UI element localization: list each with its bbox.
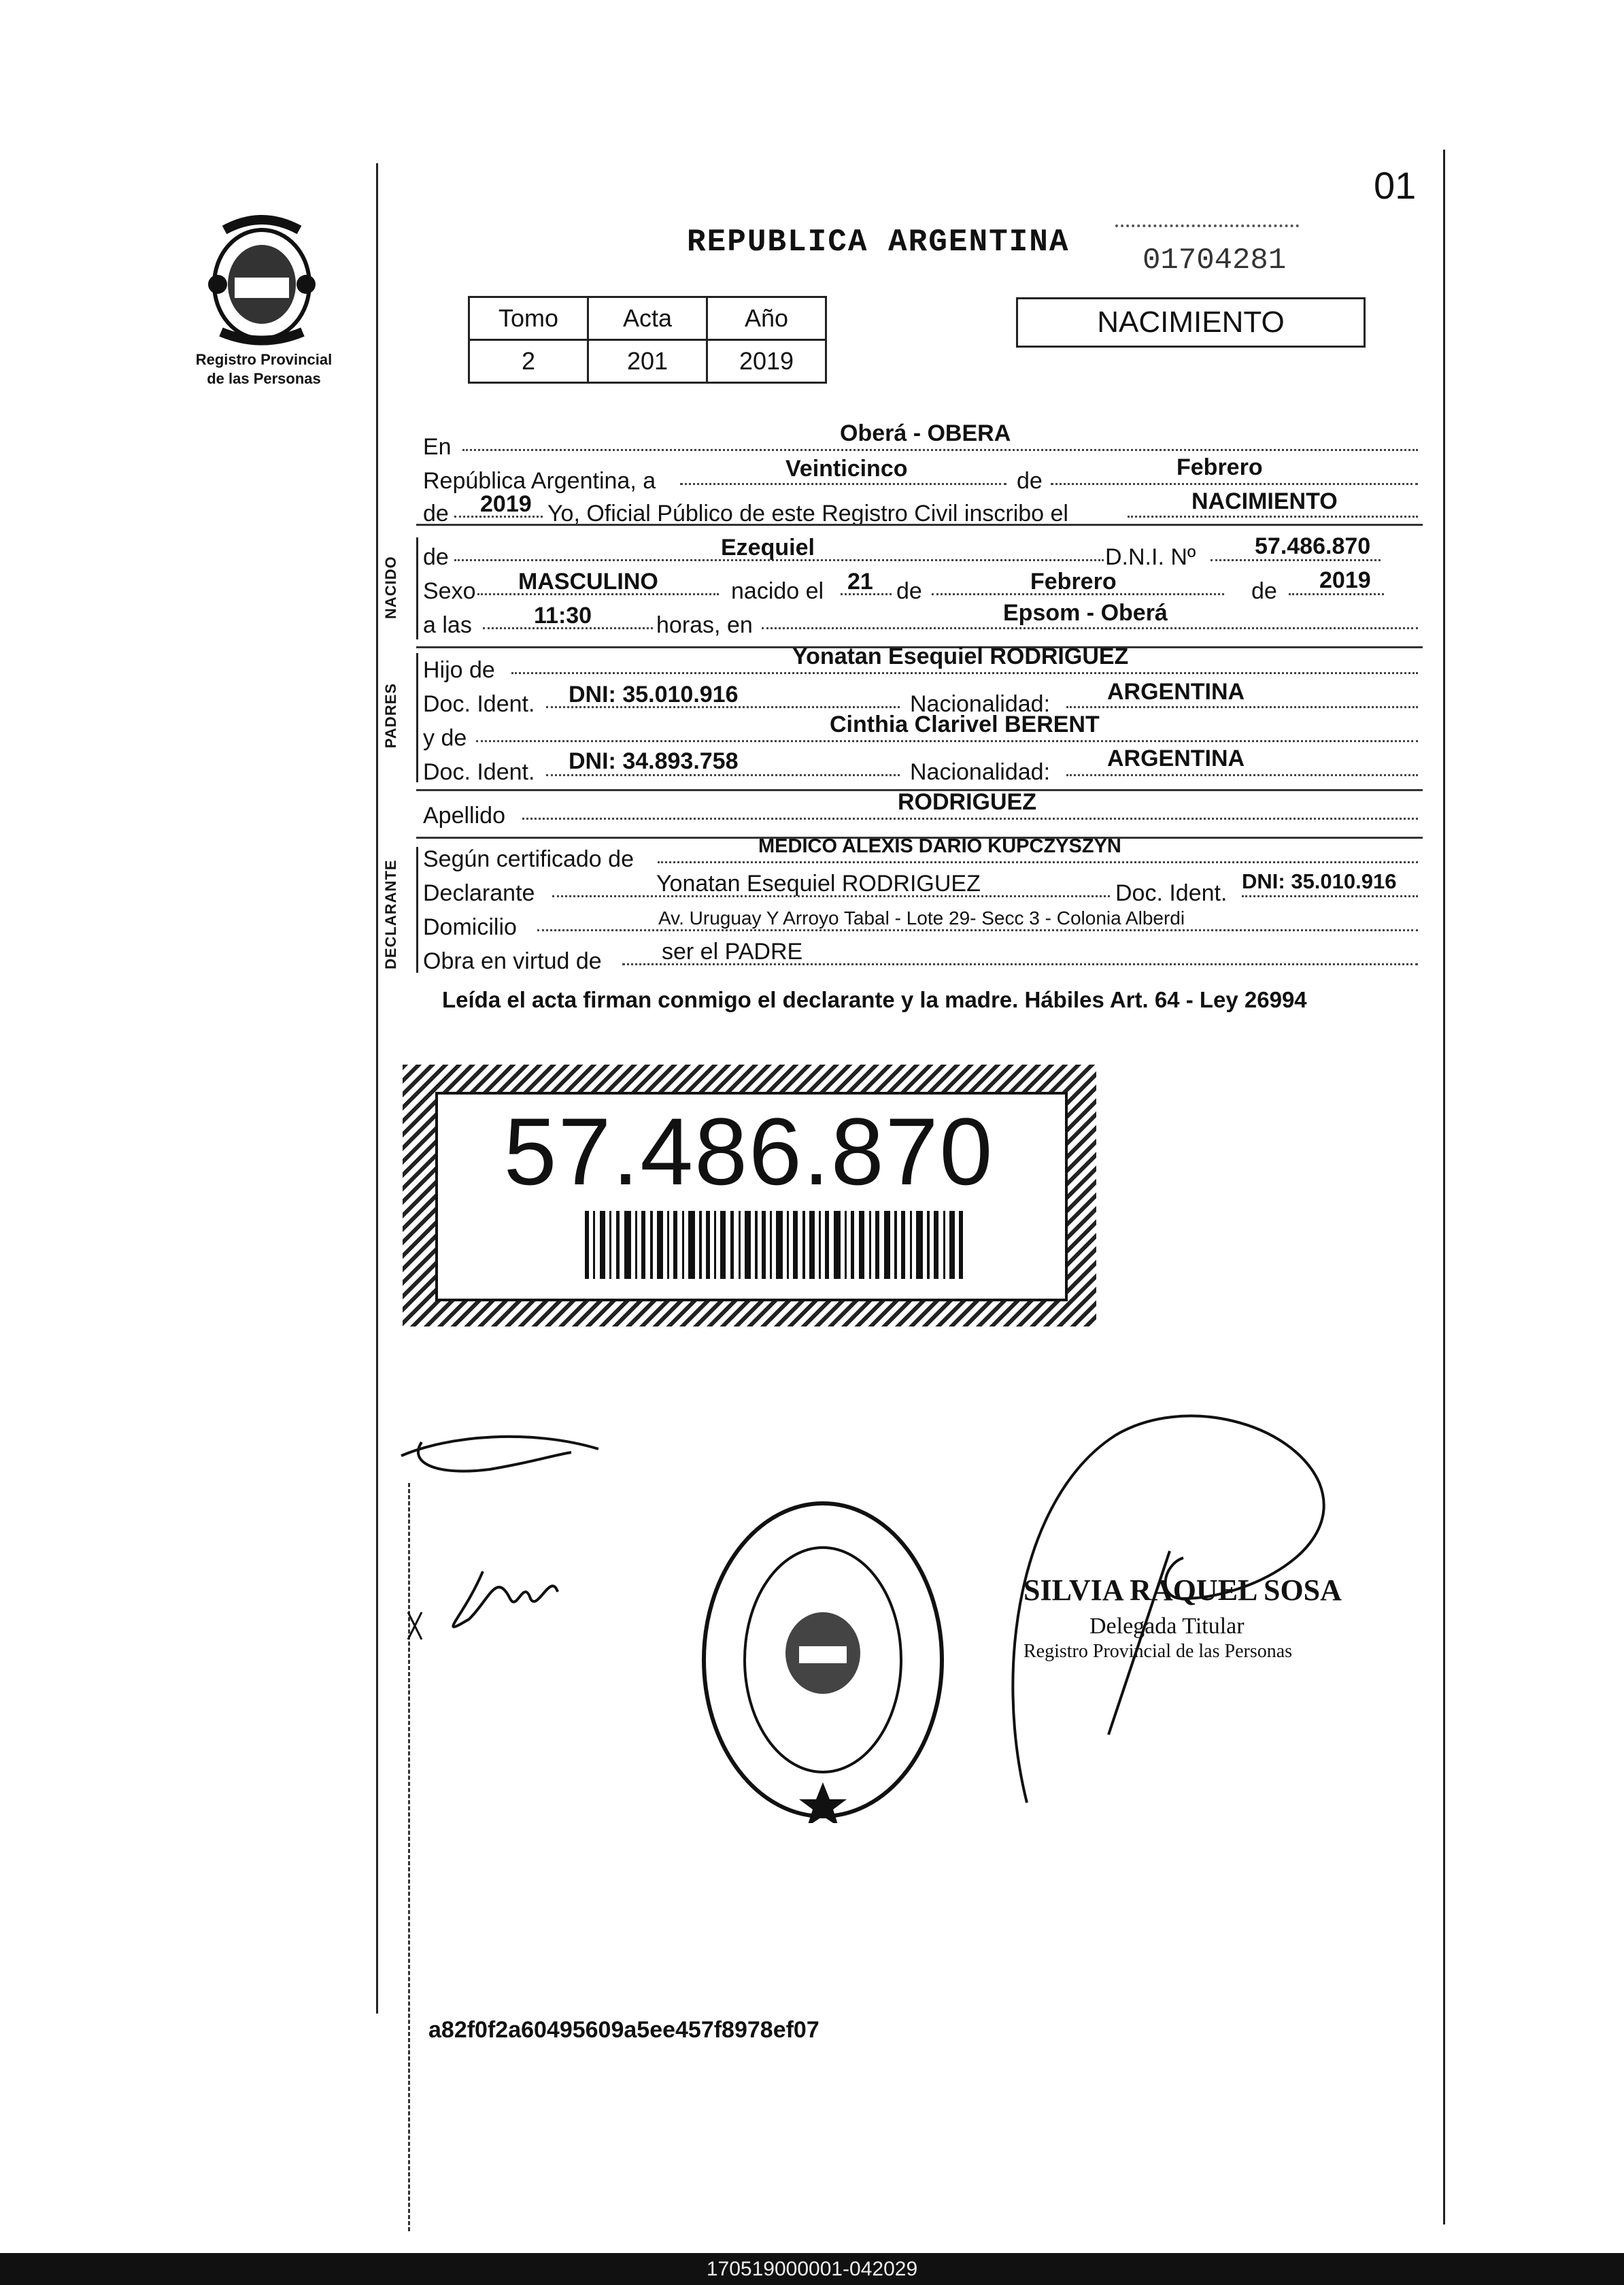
father-name: Yonatan Esequiel RODRIGUEZ bbox=[792, 644, 1129, 669]
obra-label: Obra en virtud de bbox=[423, 948, 602, 974]
serial-stamp-bar bbox=[1115, 224, 1299, 233]
declarante-label: Declarante bbox=[423, 880, 535, 906]
yo-text: Yo, Oficial Público de este Registro Civil inscribo el bbox=[547, 501, 1068, 527]
mother-nationality: ARGENTINA bbox=[1107, 746, 1245, 771]
leida-text: Leída el acta firman conmigo el declarante y la madre. Hábiles Art. 64 - Ley 26994 bbox=[442, 987, 1307, 1012]
tomo-acta-ano-table bbox=[468, 296, 827, 384]
document-hash: a82f0f2a60495609a5ee457f8978ef07 bbox=[428, 2017, 819, 2043]
declarante-doc: DNI: 35.010.916 bbox=[1242, 869, 1397, 893]
birth-month: Febrero bbox=[1030, 569, 1117, 595]
province-emblem-icon bbox=[197, 210, 326, 346]
official-stamp-icon bbox=[697, 1497, 949, 1823]
barcode-icon bbox=[585, 1211, 966, 1279]
obra-value: ser el PADRE bbox=[662, 939, 803, 965]
father-nationality: ARGENTINA bbox=[1107, 679, 1245, 705]
padres-side-label: PADRES bbox=[382, 682, 399, 748]
nacionalidad-label: Nacionalidad: bbox=[910, 759, 1051, 785]
doc-ident-label: Doc. Ident. bbox=[423, 759, 535, 785]
left-margin-line bbox=[376, 163, 378, 2014]
table-cell: 2 bbox=[469, 340, 588, 383]
separator bbox=[416, 524, 1423, 526]
de-label: de bbox=[896, 578, 922, 604]
section-line bbox=[416, 537, 418, 639]
father-doc: DNI: 35.010.916 bbox=[569, 682, 739, 707]
domicilio-value: Av. Uruguay Y Arroyo Tabal - Lote 29- Secc 3 - Colonia Alberdi bbox=[658, 907, 1185, 929]
page-number: 01 bbox=[1374, 164, 1417, 207]
en-value: Oberá - OBERA bbox=[840, 420, 1011, 446]
dotted-line bbox=[522, 816, 1418, 820]
doc-ident-label: Doc. Ident. bbox=[423, 691, 535, 717]
birth-day: 21 bbox=[847, 569, 873, 595]
dotted-line bbox=[1051, 482, 1418, 485]
table-cell: 2019 bbox=[707, 340, 826, 383]
name-value: Ezequiel bbox=[721, 535, 815, 561]
footer-code-bar: 170519000001-042029 bbox=[0, 2253, 1624, 2285]
year-value: 2019 bbox=[480, 491, 532, 517]
republica-label: República Argentina, a bbox=[423, 468, 656, 494]
dni-value: 57.486.870 bbox=[1255, 533, 1371, 559]
dotted-line bbox=[1066, 773, 1418, 776]
document-title: REPUBLICA ARGENTINA bbox=[687, 224, 1070, 260]
sexo-value: MASCULINO bbox=[518, 569, 658, 595]
inscribo-value: NACIMIENTO bbox=[1191, 488, 1338, 514]
declarante-side-label: DECLARANTE bbox=[382, 859, 399, 969]
de2-label: de bbox=[423, 501, 449, 527]
de-label: de bbox=[1251, 578, 1277, 604]
y-de-label: y de bbox=[423, 725, 467, 751]
table-header: Año bbox=[707, 297, 826, 340]
nacido-el-label: nacido el bbox=[731, 578, 824, 604]
official-office: Registro Provincial de las Personas bbox=[1024, 1641, 1293, 1662]
mother-doc: DNI: 34.893.758 bbox=[569, 748, 739, 774]
declarante-value: Yonatan Esequiel RODRIGUEZ bbox=[656, 871, 981, 897]
day-value: Veinticinco bbox=[785, 456, 908, 482]
dni-label: D.N.I. Nº bbox=[1105, 544, 1196, 570]
table-header: Acta bbox=[588, 297, 707, 340]
dotted-line bbox=[476, 739, 1418, 742]
nacionalidad-label: Nacionalidad: bbox=[910, 691, 1051, 717]
hijo-de-label: Hijo de bbox=[423, 657, 495, 683]
apellido-label: Apellido bbox=[423, 803, 505, 829]
emblem-label-line2: de las Personas bbox=[207, 370, 321, 387]
official-name: SILVIA RAQUEL SOSA bbox=[1024, 1573, 1342, 1607]
emblem-label bbox=[182, 350, 345, 388]
de-label: de bbox=[423, 544, 449, 570]
dotted-line bbox=[658, 860, 1418, 863]
dotted-line bbox=[1242, 894, 1418, 897]
certificado-label: Según certificado de bbox=[423, 846, 634, 872]
serial-number: 01704281 bbox=[1143, 244, 1287, 278]
sexo-label: Sexo bbox=[423, 578, 476, 604]
dni-number: 57.486.870 bbox=[503, 1098, 994, 1205]
de-label: de bbox=[1017, 468, 1043, 494]
mother-name: Cinthia Clarivel BERENT bbox=[830, 712, 1100, 737]
domicilio-label: Domicilio bbox=[423, 914, 517, 940]
right-margin-line bbox=[1443, 150, 1445, 2224]
doc-ident-label: Doc. Ident. bbox=[1115, 880, 1228, 906]
emblem-label-line1: Registro Provincial bbox=[195, 351, 333, 368]
apellido-value: RODRIGUEZ bbox=[898, 789, 1036, 815]
declarant-signature-icon bbox=[394, 1395, 619, 1653]
en-label: En bbox=[423, 434, 452, 460]
month-value: Febrero bbox=[1177, 454, 1263, 480]
table-header: Tomo bbox=[469, 297, 588, 340]
horas-label: horas, en bbox=[656, 612, 753, 638]
record-type-box: NACIMIENTO bbox=[1016, 297, 1366, 348]
official-title: Delegada Titular bbox=[1089, 1614, 1245, 1639]
section-line bbox=[416, 847, 418, 973]
table-cell: 201 bbox=[588, 340, 707, 383]
birth-year: 2019 bbox=[1319, 567, 1371, 593]
dotted-line bbox=[462, 448, 1418, 451]
dotted-line bbox=[511, 671, 1418, 674]
place-value: Epsom - Oberá bbox=[1003, 600, 1168, 626]
time-value: 11:30 bbox=[534, 603, 592, 629]
nacido-side-label: NACIDO bbox=[382, 556, 399, 619]
section-line bbox=[416, 653, 418, 782]
certificado-value: MEDICO ALEXIS DARIO KUPCZYSZYN bbox=[758, 835, 1121, 857]
a-las-label: a las bbox=[423, 612, 472, 638]
